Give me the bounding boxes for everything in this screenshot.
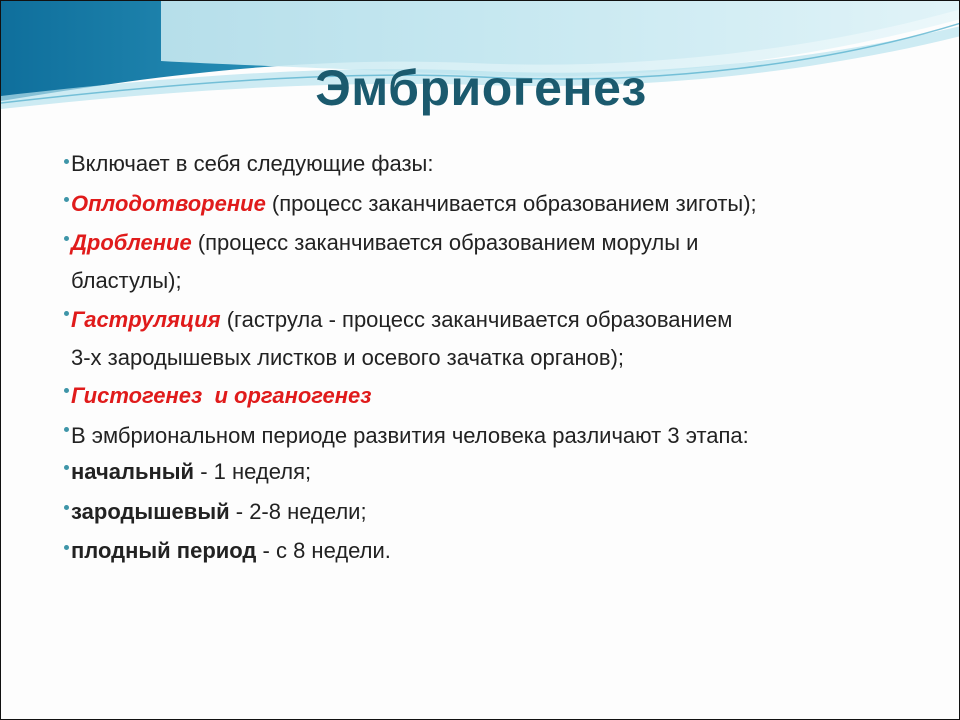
item-text: - 2-8 недели;	[229, 499, 367, 524]
bullet-dot	[64, 545, 69, 550]
list-item-continuation	[71, 268, 182, 294]
bullet-dot	[64, 388, 69, 393]
bullet-list	[1, 1, 960, 720]
item-text: Включает в себя следующие фазы:	[71, 151, 434, 176]
bullet-dot	[64, 236, 69, 241]
term-fertilization: Оплодотворение	[71, 191, 266, 216]
item-text: (гаструла - процесс заканчивается образованием	[220, 307, 733, 332]
item-text: 3-х зародышевых листков и осевого зачатка органов);	[71, 345, 625, 370]
item-text: (процесс заканчивается образованием зиготы);	[265, 191, 757, 216]
stage-fetal: плодный период	[71, 538, 257, 563]
list-item	[71, 459, 311, 485]
item-text: бластулы);	[71, 268, 182, 293]
list-item	[71, 307, 732, 333]
bullet-dot	[64, 311, 69, 316]
bullet-dot	[64, 159, 69, 164]
item-text: (процесс заканчивается образованием морулы и	[191, 230, 699, 255]
list-item	[71, 423, 749, 449]
list-item	[71, 151, 433, 177]
stage-embryonic: зародышевый	[71, 499, 230, 524]
bullet-dot	[64, 427, 69, 432]
term-histogenesis: Гистогенез и органогенез	[71, 383, 372, 408]
item-text: - 1 неделя;	[194, 459, 312, 484]
list-item	[71, 230, 698, 256]
list-item	[71, 499, 367, 525]
list-item	[71, 383, 371, 409]
bullet-dot	[64, 197, 69, 202]
stage-initial: начальный	[71, 459, 195, 484]
item-text: В эмбриональном периоде развития человека различают 3 этапа:	[71, 423, 749, 448]
term-cleavage: Дробление	[71, 230, 192, 255]
slide-title: Эмбриогенез	[315, 60, 647, 116]
term-gastrulation: Гаструляция	[71, 307, 221, 332]
item-text: - с 8 недели.	[256, 538, 391, 563]
list-item-continuation	[71, 345, 624, 371]
list-item	[71, 191, 757, 217]
bullet-dot	[64, 465, 69, 470]
bullet-dot	[64, 505, 69, 510]
list-item	[71, 538, 391, 564]
